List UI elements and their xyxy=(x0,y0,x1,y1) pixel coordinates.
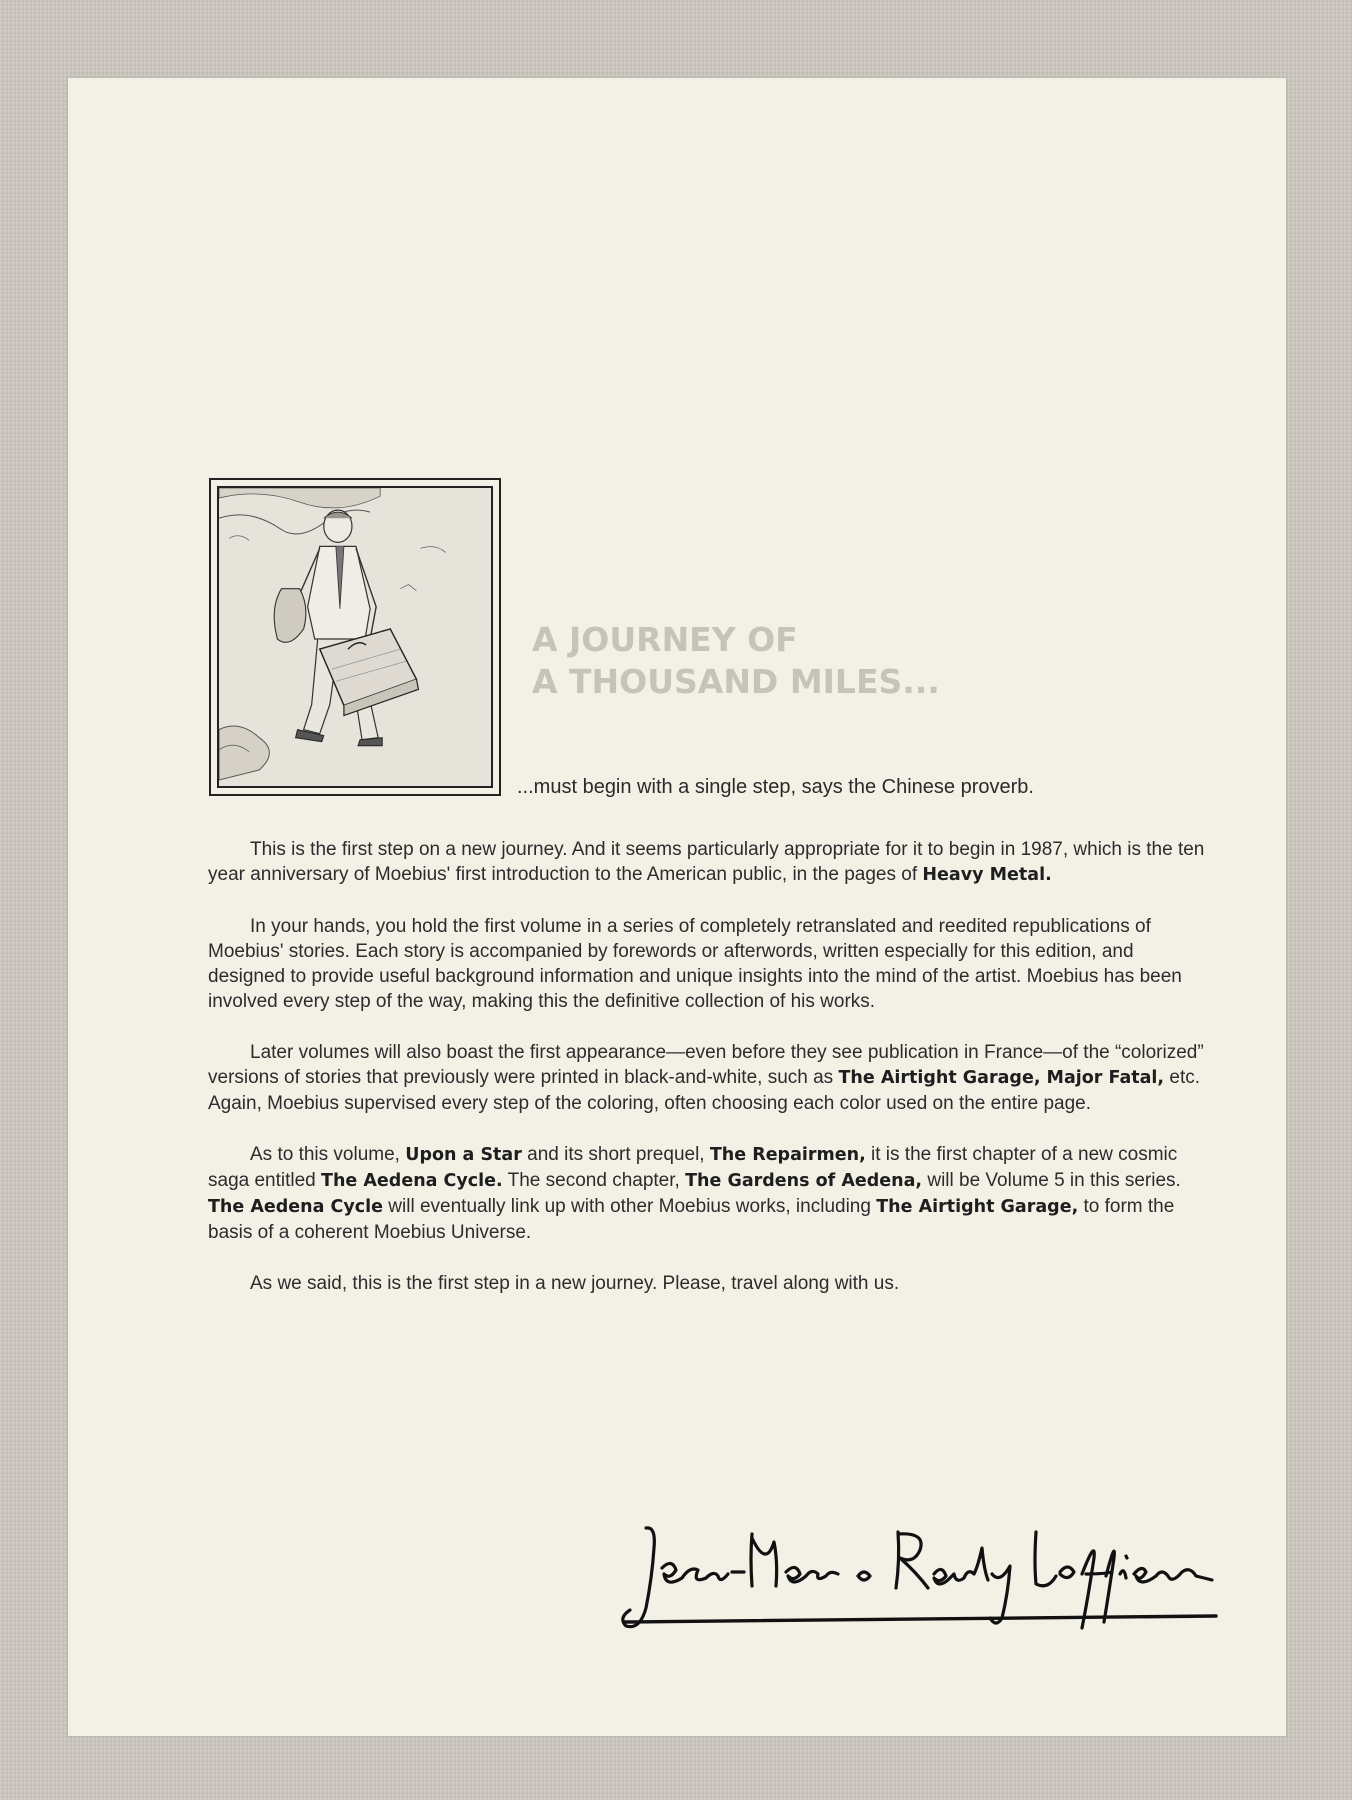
paragraph-4-bold-3: The Aedena Cycle. xyxy=(321,1171,503,1191)
headline-line-1: A JOURNEY OF xyxy=(532,620,798,659)
paragraph-5-text: As we said, this is the first step in a new journey. Please, travel along with us. xyxy=(250,1273,900,1294)
paragraph-3-text-1: Later volumes will also boast the first appearance—even before they see publication in France—of the “colorized” versions of stories that previously were printed in black-and-white, such as xyxy=(208,1042,1204,1088)
headline-line-2: A THOUSAND MILES... xyxy=(532,662,940,701)
paragraph-2-text: In your hands, you hold the first volume in a series of completely retranslated and reedited republications of Moebius' stories. Each story is accompanied by forewords or afterwords, written especially for this edition, and designed to provide useful background information and unique insights into the mind of the artist. Moebius has been involved every step of the way, making this the definitive collection of his works. xyxy=(208,916,1182,1012)
paragraph-2 xyxy=(208,914,1208,1014)
paragraph-3-text-2: etc. Again, Moebius supervised every step of the coloring, often choosing each color used on the entire page. xyxy=(208,1067,1200,1114)
body-text xyxy=(208,837,1208,1322)
paragraph-4-bold-5: The Aedena Cycle xyxy=(208,1197,384,1217)
paragraph-4-text-6: will eventually link up with other Moebius works, including xyxy=(383,1196,877,1217)
paragraph-4-text-3: it is the first chapter of a new cosmic saga entitled xyxy=(208,1144,1178,1191)
traveler-drawing xyxy=(219,488,491,786)
paragraph-3-bold-1: The Airtight Garage, Major Fatal, xyxy=(838,1068,1165,1088)
illustration-traveler xyxy=(217,486,493,788)
headline xyxy=(532,619,940,703)
paragraph-4-bold-2: The Repairmen, xyxy=(709,1145,866,1165)
paragraph-1-text: This is the first step on a new journey. And it seems particularly appropriate for it to begin in 1987, which is the ten year anniversary of Moebius' first introduction to the American public, in the pages of xyxy=(208,839,1205,885)
paragraph-5 xyxy=(208,1271,1208,1296)
paragraph-4-text-5: will be Volume 5 in this series. xyxy=(922,1170,1181,1191)
paragraph-4-text-4: The second chapter, xyxy=(502,1170,686,1191)
paragraph-4-bold-1: Upon a Star xyxy=(405,1145,522,1165)
paragraph-4-bold-6: The Airtight Garage, xyxy=(876,1197,1079,1217)
paragraph-4-text-2: and its short prequel, xyxy=(521,1144,710,1165)
paragraph-4-bold-4: The Gardens of Aedena, xyxy=(685,1171,923,1191)
paragraph-1 xyxy=(208,837,1208,888)
paragraph-4 xyxy=(208,1142,1208,1245)
paragraph-3 xyxy=(208,1040,1208,1116)
signature xyxy=(616,1518,1220,1638)
paragraph-1-bold: Heavy Metal. xyxy=(922,865,1052,885)
signature-handwriting xyxy=(616,1518,1220,1638)
illustration-frame xyxy=(209,478,501,796)
paragraph-4-text-7: to form the basis of a coherent Moebius Universe. xyxy=(208,1196,1175,1243)
proverb-line: ...must begin with a single step, says the Chinese proverb. xyxy=(517,776,1034,798)
paragraph-4-text-1: As to this volume, xyxy=(250,1144,406,1165)
document-page xyxy=(68,78,1286,1736)
